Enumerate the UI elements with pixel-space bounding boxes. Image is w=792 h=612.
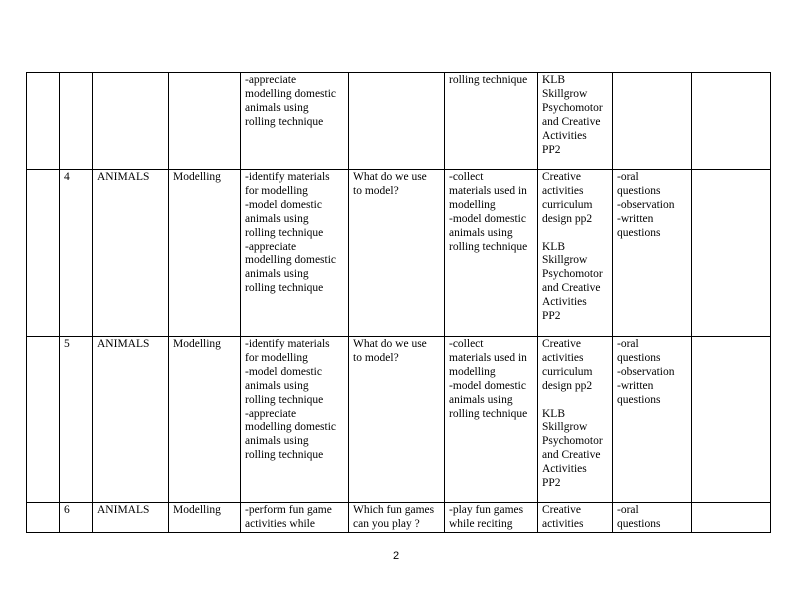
experiences-text: -play fun games while reciting <box>449 504 524 530</box>
cell-inquiry <box>349 503 445 533</box>
cell-strand <box>93 337 169 503</box>
cell-remarks <box>692 170 771 337</box>
sub-strand-text: Modelling <box>173 504 221 516</box>
cell-week <box>60 73 93 170</box>
strand-text: ANIMALS <box>97 171 150 183</box>
cell-inquiry <box>349 337 445 503</box>
assessment-text: -oral questions <box>617 504 661 530</box>
cell-week <box>60 170 93 337</box>
cell-experiences <box>445 337 538 503</box>
cell-strand <box>93 170 169 337</box>
cell-empty <box>27 503 60 533</box>
cell-assessment <box>613 503 692 533</box>
cell-assessment <box>613 73 692 170</box>
cell-assessment <box>613 170 692 337</box>
cell-empty <box>27 337 60 503</box>
cell-empty <box>27 170 60 337</box>
table-row <box>27 170 771 337</box>
outcomes-text: -appreciate modelling domestic animals using rolling technique <box>245 74 337 128</box>
resources-text: Creative activities <box>542 504 584 530</box>
cell-outcomes <box>241 337 349 503</box>
sub-strand-text: Modelling <box>173 338 221 350</box>
cell-inquiry <box>349 73 445 170</box>
cell-experiences <box>445 170 538 337</box>
resources-text: Creative activities curriculum design pp2 KLB Skillgrow Psychomotor and Creative Activities PP2 <box>542 338 603 490</box>
table-row <box>27 73 771 170</box>
week-text: 6 <box>64 504 70 516</box>
assessment-text: -oral questions -observation -written questions <box>617 171 675 239</box>
outcomes-text: -identify materials for modelling -model domestic animals using rolling technique -appreciate modelling domestic animals using rolling technique <box>245 338 337 462</box>
inquiry-text: What do we use to model? <box>353 171 427 197</box>
cell-resources <box>538 170 613 337</box>
cell-inquiry <box>349 170 445 337</box>
cell-remarks <box>692 503 771 533</box>
cell-sub-strand <box>169 73 241 170</box>
outcomes-text: -identify materials for modelling -model domestic animals using rolling technique -appreciate modelling domestic animals using rolling technique <box>245 171 337 295</box>
outcomes-text: -perform fun game activities while <box>245 504 332 530</box>
cell-experiences <box>445 503 538 533</box>
cell-resources <box>538 337 613 503</box>
sub-strand-text: Modelling <box>173 171 221 183</box>
resources-text: Creative activities curriculum design pp2 KLB Skillgrow Psychomotor and Creative Activities PP2 <box>542 171 603 323</box>
cell-resources <box>538 73 613 170</box>
table-row <box>27 337 771 503</box>
cell-empty <box>27 73 60 170</box>
cell-outcomes <box>241 503 349 533</box>
week-text: 5 <box>64 338 70 350</box>
week-text: 4 <box>64 171 70 183</box>
inquiry-text: Which fun games can you play ? <box>353 504 435 530</box>
cell-assessment <box>613 337 692 503</box>
cell-strand <box>93 73 169 170</box>
experiences-text: -collect materials used in modelling -model domestic animals using rolling technique <box>449 338 528 420</box>
assessment-text: -oral questions -observation -written questions <box>617 338 675 406</box>
cell-strand <box>93 503 169 533</box>
cell-outcomes <box>241 73 349 170</box>
cell-sub-strand <box>169 170 241 337</box>
resources-text: KLB Skillgrow Psychomotor and Creative Activities PP2 <box>542 74 603 156</box>
cell-week <box>60 337 93 503</box>
cell-remarks <box>692 73 771 170</box>
scheme-of-work-table <box>26 72 771 533</box>
page-number: 2 <box>392 550 400 562</box>
cell-sub-strand <box>169 337 241 503</box>
inquiry-text: What do we use to model? <box>353 338 427 364</box>
experiences-text: -collect materials used in modelling -model domestic animals using rolling technique <box>449 171 528 253</box>
table-row <box>27 503 771 533</box>
strand-text: ANIMALS <box>97 338 150 350</box>
cell-remarks <box>692 337 771 503</box>
cell-outcomes <box>241 170 349 337</box>
cell-week <box>60 503 93 533</box>
experiences-text: rolling technique <box>449 74 528 86</box>
strand-text: ANIMALS <box>97 504 150 516</box>
cell-resources <box>538 503 613 533</box>
cell-sub-strand <box>169 503 241 533</box>
cell-experiences <box>445 73 538 170</box>
